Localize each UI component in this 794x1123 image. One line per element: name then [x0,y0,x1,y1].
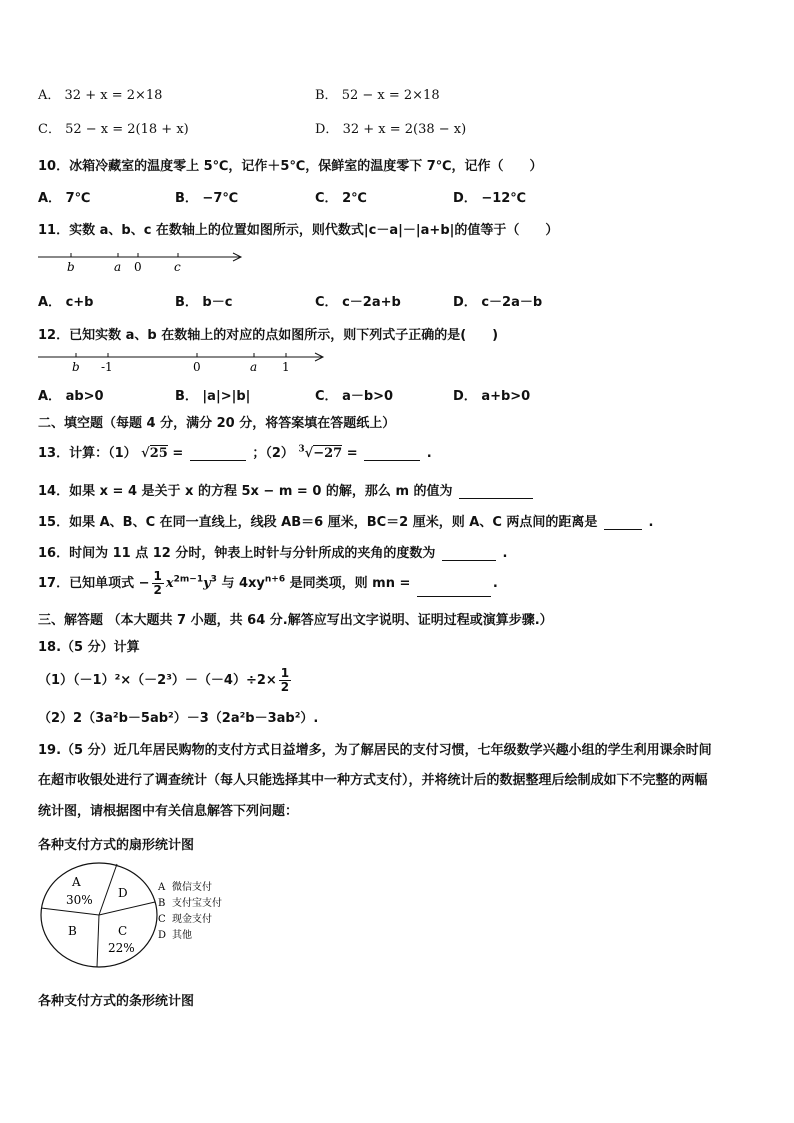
q17-blank[interactable] [417,595,491,597]
q17-mid: 与 4xy [216,576,265,591]
q19-line1: 19.（5 分）近几年居民购物的支付方式日益增多，为了解居民的支付习惯，七年级数学兴趣小组的学生利用课余时间 [38,743,712,758]
q17-end: . [492,576,498,591]
q12-label-a: a [250,360,258,374]
q11-option-b: B． b－c [175,295,233,310]
q10-option-d: D． −12℃ [453,191,527,206]
q9-option-d [315,118,466,137]
q13-prefix: 13．计算：（1） [38,446,137,461]
q9-a-expr: 32 + x = 2×18 [64,88,163,103]
q13-end: . [426,446,432,461]
q9-a-label: A． [38,88,61,103]
q18-part1-text: （1）（－1）²×（－2³）－（－4）÷2× [38,673,277,688]
legend-key-d: D [158,930,167,941]
q17-sup1: 2m−1 [173,574,204,585]
q9-option-c [38,118,189,137]
q12-number-line [36,348,328,376]
q19-line3: 统计图，请根据图中有关信息解答下列问题： [38,804,299,819]
q10-option-a: A． 7℃ [38,191,91,206]
q13-line [38,442,432,461]
q18-fraction: $\frac{1}{2}$ [280,666,290,694]
q9-d-expr: 32 + x = 2(38 − x) [342,122,467,137]
pie-slice-d-label: D [118,886,128,900]
q17-fraction: $\frac{1}{2}$ [153,569,162,597]
q13-cuberoot: $^3$√−27 [298,444,343,461]
q11-text: 11．实数 a、b、c 在数轴上的位置如图所示，则代数式|c－a|－|a+b|的值等于（ ） [38,223,559,238]
q12-option-a: A． ab>0 [38,389,104,404]
legend-text-d: 其他 [172,930,192,941]
q9-option-b [315,84,440,103]
legend-key-c: C [158,914,166,925]
legend-key-a: A [158,882,166,893]
q9-b-expr: 52 − x = 2×18 [341,88,440,103]
q9-d-label: D． [315,122,339,137]
q18-part1 [38,667,293,694]
q12-option-b: B． |a|>|b| [175,389,251,404]
q13-sqrt1: √25 [141,446,168,461]
q15-end: . [648,515,654,530]
q17-x: x [165,576,174,591]
q17-prefix: 17．已知单项式 − [38,576,150,591]
pie-slice-c-percent: 22% [108,941,135,955]
q10-option-c: C． 2℃ [315,191,367,206]
legend-text-a: 微信支付 [172,882,212,893]
legend-text-b: 支付宝支付 [172,898,222,909]
q9-c-label: C． [38,122,61,137]
q12-option-c: C． a－b>0 [315,389,394,404]
q14-line [38,480,535,499]
q15-blank[interactable] [604,528,642,530]
q11-label-b: b [67,260,75,274]
bar-chart-title: 各种支付方式的条形统计图 [38,994,195,1009]
pie-slice-c-label: C [118,924,128,938]
q13-eq2: = [346,446,358,461]
pie-slice-b-label: B [68,924,77,938]
q13-mid: ；（2） [252,446,294,461]
q11-label-0: 0 [134,260,142,274]
q12-label-neg1: -1 [101,360,113,374]
q12-label-1: 1 [282,360,290,374]
q12-option-d: D． a+b>0 [453,389,531,404]
legend-text-c: 现金支付 [172,914,212,925]
q10-option-b: B． −7℃ [175,191,239,206]
q11-option-a: A． c+b [38,295,94,310]
q13-blank2[interactable] [364,459,420,461]
q14-text: 14．如果 x = 4 是关于 x 的方程 5x − m = 0 的解，那么 m 的值为 [38,484,453,499]
pie-chart [36,860,256,972]
section3-heading: 三、解答题 （本大题共 7 小题，共 64 分.解答应写出文字说明、证明过程或演算步骤.） [38,613,553,628]
q16-text: 16．时间为 11 点 12 分时，钟表上时针与分针所成的夹角的度数为 [38,546,436,561]
q9-b-label: B． [315,88,338,103]
pie-chart-title: 各种支付方式的扇形统计图 [38,838,195,853]
q16-line [38,542,507,561]
q13-eq1: = [172,446,184,461]
pie-slice-a-label: A [72,875,81,889]
q11-label-c: c [174,260,181,274]
q9-option-a [38,84,162,103]
q11-option-d: D． c－2a－b [453,295,543,310]
q15-text: 15．如果 A、B、C 在同一直线上，线段 AB＝6 厘米，BC＝2 厘米，则 A、C 两点间的距离是 [38,515,598,530]
q17-sup2: n+6 [264,574,286,585]
q18-title: 18.（5 分）计算 [38,640,140,655]
q17-after: 是同类项，则 mn = [285,576,415,591]
q18-part2: （2）2（3a²b－5ab²）－3（2a²b－3ab²）. [38,711,319,726]
q11-option-c: C． c－2a+b [315,295,401,310]
q12-text: 12．已知实数 a、b 在数轴上的对应的点如图所示，则下列式子正确的是( ) [38,328,499,343]
q12-label-b: b [72,360,80,374]
q11-number-line [36,248,248,276]
q13-blank1[interactable] [190,459,246,461]
pie-slice-a-percent: 30% [66,893,93,907]
q17-line [38,570,498,597]
q12-label-0: 0 [193,360,201,374]
q16-blank[interactable] [442,559,496,561]
q17-y: y [203,576,211,591]
q10-text: 10．冰箱冷藏室的温度零上 5℃，记作＋5℃，保鲜室的温度零下 7℃，记作（ ） [38,159,543,174]
q15-line [38,511,653,530]
q19-line2: 在超市收银处进行了调查统计（每人只能选择其中一种方式支付），并将统计后的数据整理后绘制成如下不完整的两幅 [38,773,708,788]
q9-c-expr: 52 − x = 2(18 + x) [65,122,189,137]
q11-label-a: a [114,260,122,274]
q16-end: . [502,546,508,561]
q14-blank[interactable] [459,497,533,499]
legend-key-b: B [158,898,166,909]
section2-heading: 二、填空题（每题 4 分，满分 20 分，将答案填在答题纸上） [38,416,396,431]
q17-sup1b: 3 [210,574,217,585]
